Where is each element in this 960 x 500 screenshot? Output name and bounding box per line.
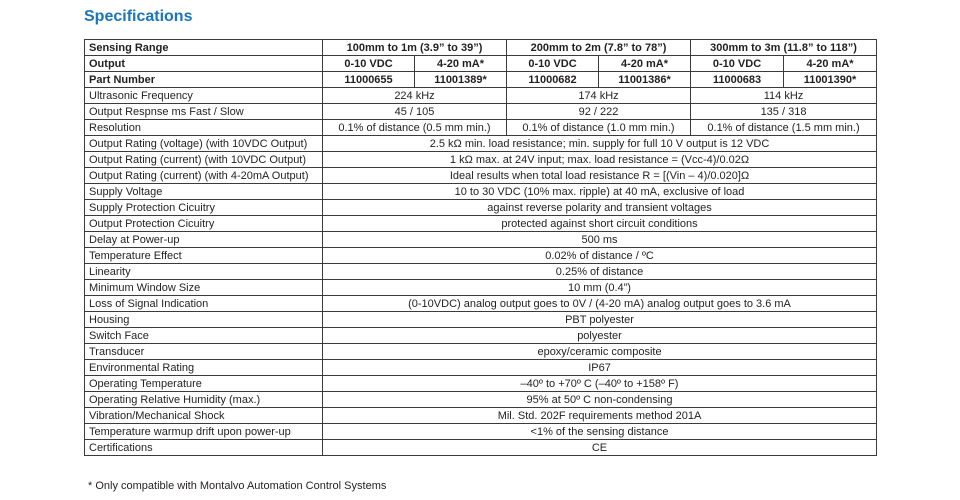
spec-value-cell: epoxy/ceramic composite <box>323 344 877 360</box>
spec-row <box>85 152 877 168</box>
output-cell: 4-20 mA* <box>599 56 691 72</box>
row-label: Certifications <box>85 440 323 456</box>
spec-row <box>85 136 877 152</box>
row-label: Output Rating (voltage) (with 10VDC Output) <box>85 136 323 152</box>
row-label: Housing <box>85 312 323 328</box>
spec-row <box>85 120 877 136</box>
row-label: Sensing Range <box>85 40 323 56</box>
spec-row <box>85 440 877 456</box>
output-cell: 0-10 VDC <box>691 56 784 72</box>
spec-value-cell: 1 kΩ max. at 24V input; max. load resistance = (Vcc-4)/0.02Ω <box>323 152 877 168</box>
output-cell: 0-10 VDC <box>507 56 599 72</box>
part-number-cell: 11001386* <box>599 72 691 88</box>
part-number-cell: 11001389* <box>415 72 507 88</box>
spec-row <box>85 168 877 184</box>
part-number-cell: 11000683 <box>691 72 784 88</box>
output-cell: 4-20 mA* <box>415 56 507 72</box>
spec-value-cell: PBT polyester <box>323 312 877 328</box>
spec-value-cell: 224 kHz <box>323 88 507 104</box>
part-number-cell: 11001390* <box>784 72 877 88</box>
output-cell: 4-20 mA* <box>784 56 877 72</box>
spec-value-cell: <1% of the sensing distance <box>323 424 877 440</box>
row-label: Minimum Window Size <box>85 280 323 296</box>
spec-row <box>85 232 877 248</box>
spec-row <box>85 424 877 440</box>
spec-value-cell: IP67 <box>323 360 877 376</box>
row-label: Ultrasonic Frequency <box>85 88 323 104</box>
spec-row <box>85 264 877 280</box>
range-3m-cell: 300mm to 3m (11.8” to 118”) <box>691 40 877 56</box>
row-label: Switch Face <box>85 328 323 344</box>
spec-value-cell: 174 kHz <box>507 88 691 104</box>
spec-value-cell: Ideal results when total load resistance R = [(Vin – 4)/0.020]Ω <box>323 168 877 184</box>
spec-value-cell: 45 / 105 <box>323 104 507 120</box>
spec-value-cell: 2.5 kΩ min. load resistance; min. supply for full 10 V output is 12 VDC <box>323 136 877 152</box>
spec-row <box>85 392 877 408</box>
row-label: Temperature warmup drift upon power-up <box>85 424 323 440</box>
spec-row <box>85 280 877 296</box>
spec-value-cell: 0.02% of distance / ºC <box>323 248 877 264</box>
spec-value-cell: 10 to 30 VDC (10% max. ripple) at 40 mA, exclusive of load <box>323 184 877 200</box>
row-label: Loss of Signal Indication <box>85 296 323 312</box>
row-label: Temperature Effect <box>85 248 323 264</box>
row-label: Transducer <box>85 344 323 360</box>
spec-value-cell: 114 kHz <box>691 88 877 104</box>
spec-value-cell: 0.1% of distance (1.0 mm min.) <box>507 120 691 136</box>
spec-value-cell: 135 / 318 <box>691 104 877 120</box>
row-label: Operating Temperature <box>85 376 323 392</box>
spec-row <box>85 216 877 232</box>
spec-row <box>85 328 877 344</box>
spec-row <box>85 408 877 424</box>
part-number-cell: 11000682 <box>507 72 599 88</box>
row-label: Supply Protection Cicuitry <box>85 200 323 216</box>
spec-value-cell: (0-10VDC) analog output goes to 0V / (4-20 mA) analog output goes to 3.6 mA <box>323 296 877 312</box>
spec-row <box>85 184 877 200</box>
spec-row <box>85 88 877 104</box>
row-label: Output Rating (current) (with 10VDC Output) <box>85 152 323 168</box>
row-label: Supply Voltage <box>85 184 323 200</box>
row-label: Resolution <box>85 120 323 136</box>
spec-value-cell: against reverse polarity and transient voltages <box>323 200 877 216</box>
row-label: Operating Relative Humidity (max.) <box>85 392 323 408</box>
spec-row <box>85 360 877 376</box>
row-label: Output Rating (current) (with 4-20mA Output) <box>85 168 323 184</box>
spec-value-cell: 0.1% of distance (1.5 mm min.) <box>691 120 877 136</box>
spec-row <box>85 312 877 328</box>
spec-row <box>85 376 877 392</box>
spec-value-cell: protected against short circuit conditions <box>323 216 877 232</box>
row-label: Output Protection Cicuitry <box>85 216 323 232</box>
range-1m-cell: 100mm to 1m (3.9” to 39”) <box>323 40 507 56</box>
row-label: Output <box>85 56 323 72</box>
page-title: Specifications <box>84 8 193 25</box>
spec-value-cell: 95% at 50º C non-condensing <box>323 392 877 408</box>
spec-row <box>85 296 877 312</box>
spec-value-cell: 10 mm (0.4”) <box>323 280 877 296</box>
output-row <box>85 56 877 72</box>
spec-value-cell: 0.1% of distance (0.5 mm min.) <box>323 120 507 136</box>
part-number-row <box>85 72 877 88</box>
spec-value-cell: Mil. Std. 202F requirements method 201A <box>323 408 877 424</box>
spec-value-cell: –40º to +70º C (–40º to +158º F) <box>323 376 877 392</box>
spec-row <box>85 200 877 216</box>
row-label: Vibration/Mechanical Shock <box>85 408 323 424</box>
spec-value-cell: 0.25% of distance <box>323 264 877 280</box>
row-label: Environmental Rating <box>85 360 323 376</box>
spec-value-cell: polyester <box>323 328 877 344</box>
spec-row <box>85 104 877 120</box>
spec-value-cell: CE <box>323 440 877 456</box>
row-label: Output Respnse ms Fast / Slow <box>85 104 323 120</box>
output-cell: 0-10 VDC <box>323 56 415 72</box>
footnote: * Only compatible with Montalvo Automation Control Systems <box>88 480 387 492</box>
specifications-table <box>84 39 877 456</box>
part-number-cell: 11000655 <box>323 72 415 88</box>
spec-row <box>85 344 877 360</box>
spec-value-cell: 500 ms <box>323 232 877 248</box>
range-2m-cell: 200mm to 2m (7.8” to 78”) <box>507 40 691 56</box>
row-label: Linearity <box>85 264 323 280</box>
row-label: Delay at Power-up <box>85 232 323 248</box>
spec-value-cell: 92 / 222 <box>507 104 691 120</box>
row-label: Part Number <box>85 72 323 88</box>
spec-row <box>85 248 877 264</box>
sensing-range-row <box>85 40 877 56</box>
